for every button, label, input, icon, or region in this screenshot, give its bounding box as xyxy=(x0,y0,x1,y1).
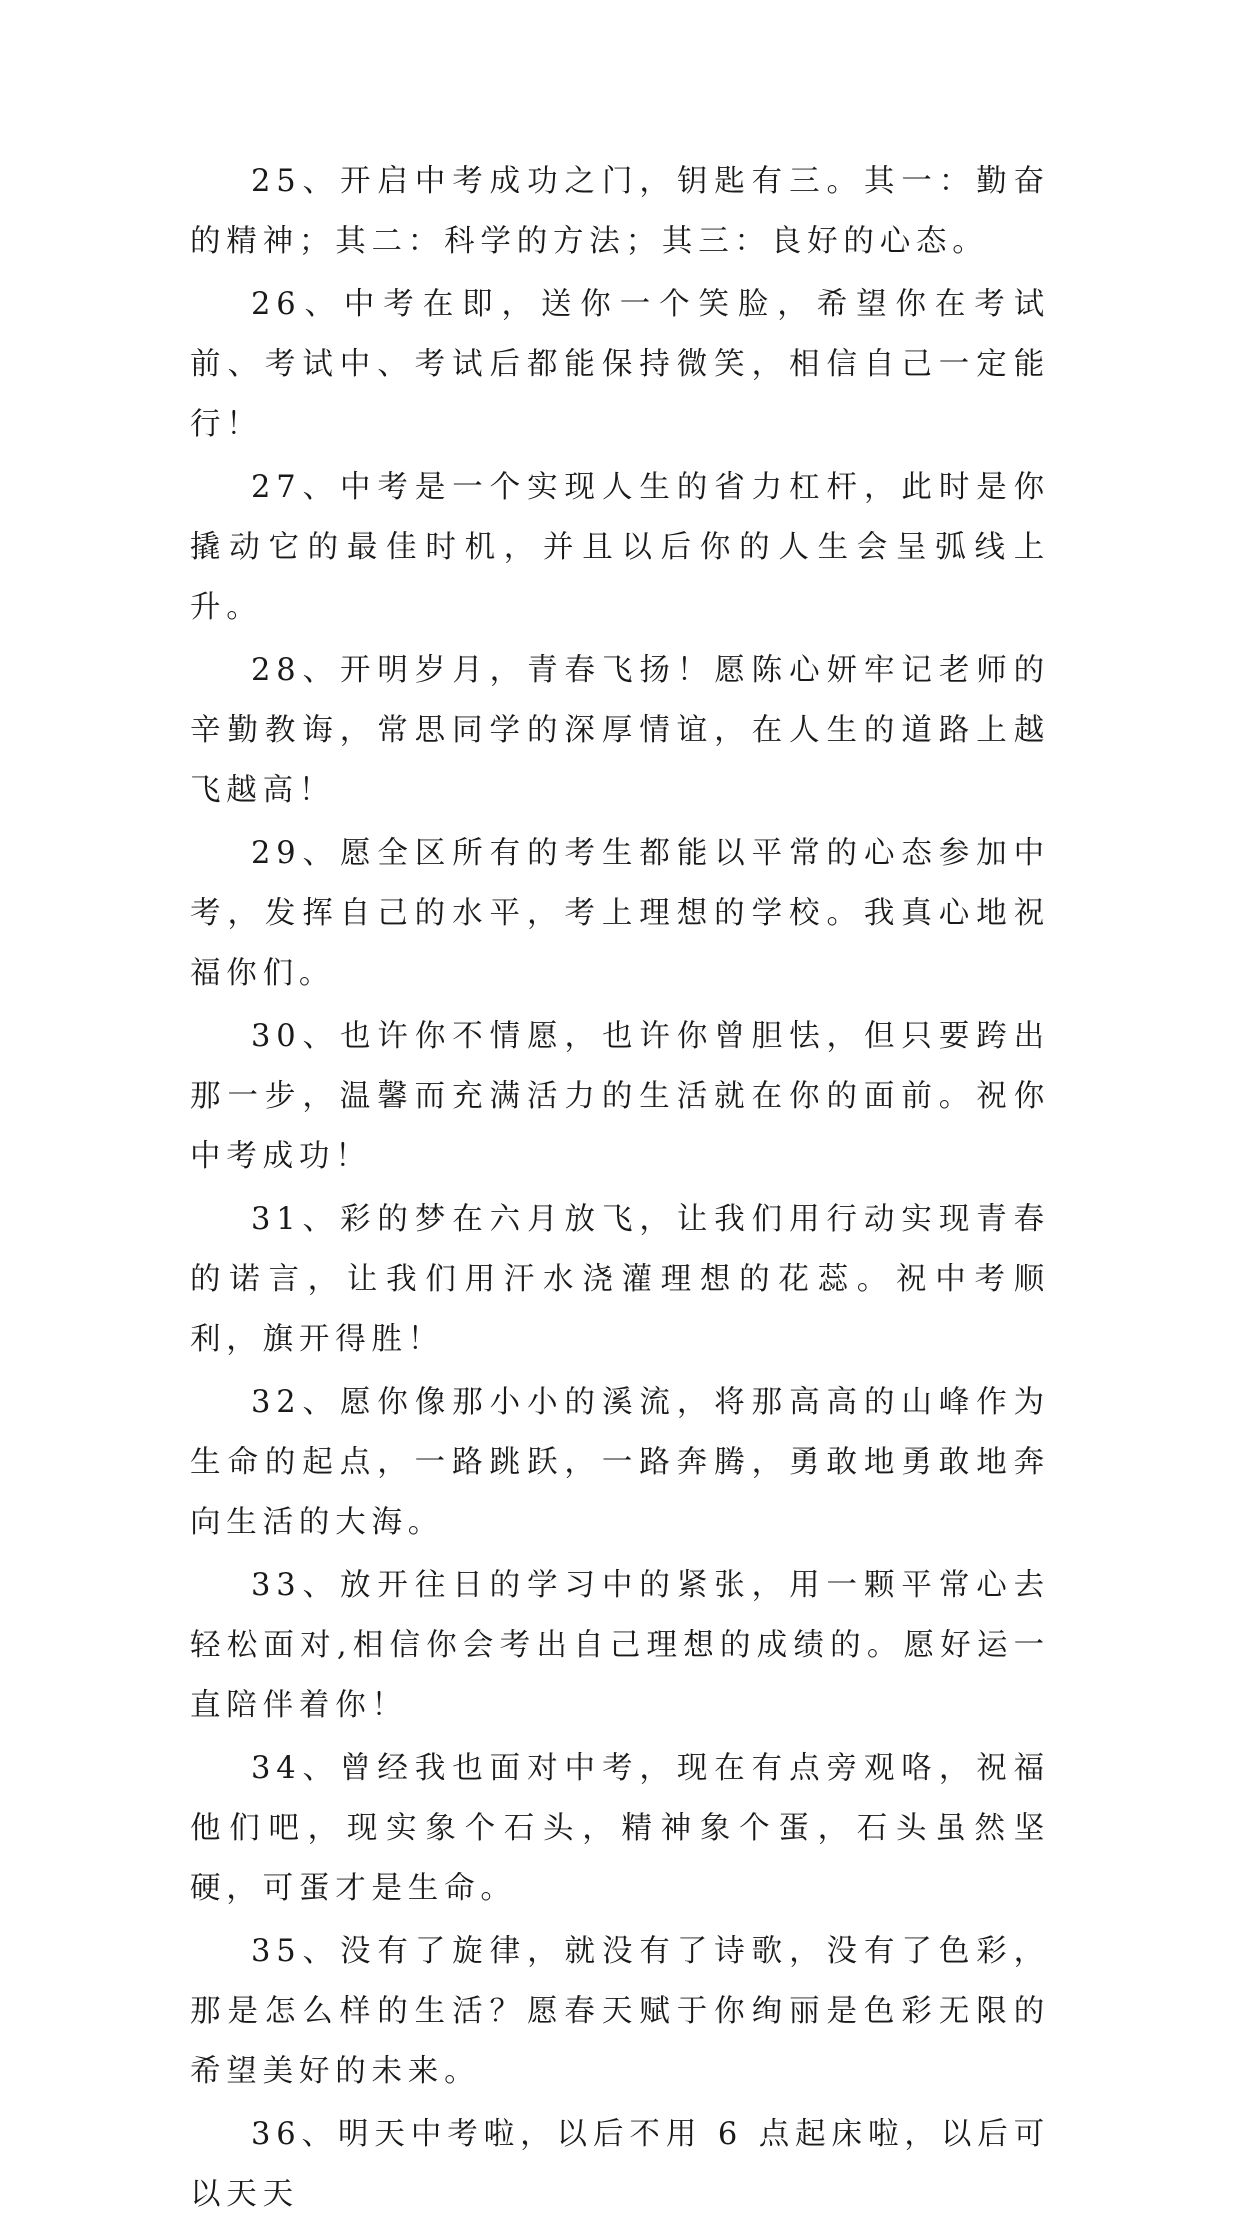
paragraph-31: 31、彩的梦在六月放飞，让我们用行动实现青春的诺言，让我们用汗水浇灌理想的花蕊。祝中考顺利，旗开得胜！ xyxy=(190,1202,1050,1357)
paragraph-34: 34、曾经我也面对中考，现在有点旁观咯，祝福他们吧，现实象个石头，精神象个蛋，石头虽然坚硬，可蛋才是生命。 xyxy=(190,1751,1050,1906)
paragraph-27: 27、中考是一个实现人生的省力杠杆，此时是你撬动它的最佳时机，并且以后你的人生会呈弧线上升。 xyxy=(190,470,1050,625)
paragraph-36: 36、明天中考啦，以后不用 6 点起床啦，以后可以天天 xyxy=(190,2117,1050,2212)
paragraph-32: 32、愿你像那小小的溪流，将那高高的山峰作为生命的起点，一路跳跃，一路奔腾，勇敢地勇敢地奔向生活的大海。 xyxy=(190,1385,1050,1540)
document-body xyxy=(190,152,1050,2228)
paragraph-29: 29、愿全区所有的考生都能以平常的心态参加中考，发挥自己的水平，考上理想的学校。我真心地祝福你们。 xyxy=(190,836,1050,991)
paragraph-30: 30、也许你不情愿，也许你曾胆怯，但只要跨出那一步，温馨而充满活力的生活就在你的面前。祝你中考成功！ xyxy=(190,1019,1050,1174)
paragraph-25: 25、开启中考成功之门，钥匙有三。其一：勤奋的精神；其二：科学的方法；其三：良好的心态。 xyxy=(190,164,1050,259)
paragraph-33: 33、放开往日的学习中的紧张，用一颗平常心去轻松面对,相信你会考出自己理想的成绩的。愿好运一直陪伴着你！ xyxy=(190,1568,1050,1723)
paragraph-35: 35、没有了旋律，就没有了诗歌，没有了色彩，那是怎么样的生活？愿春天赋于你绚丽是色彩无限的希望美好的未来。 xyxy=(190,1934,1050,2089)
paragraph-28: 28、开明岁月，青春飞扬！愿陈心妍牢记老师的辛勤教诲，常思同学的深厚情谊，在人生的道路上越飞越高！ xyxy=(190,653,1050,808)
paragraph-26: 26、中考在即，送你一个笑脸，希望你在考试前、考试中、考试后都能保持微笑，相信自己一定能行！ xyxy=(190,287,1050,442)
